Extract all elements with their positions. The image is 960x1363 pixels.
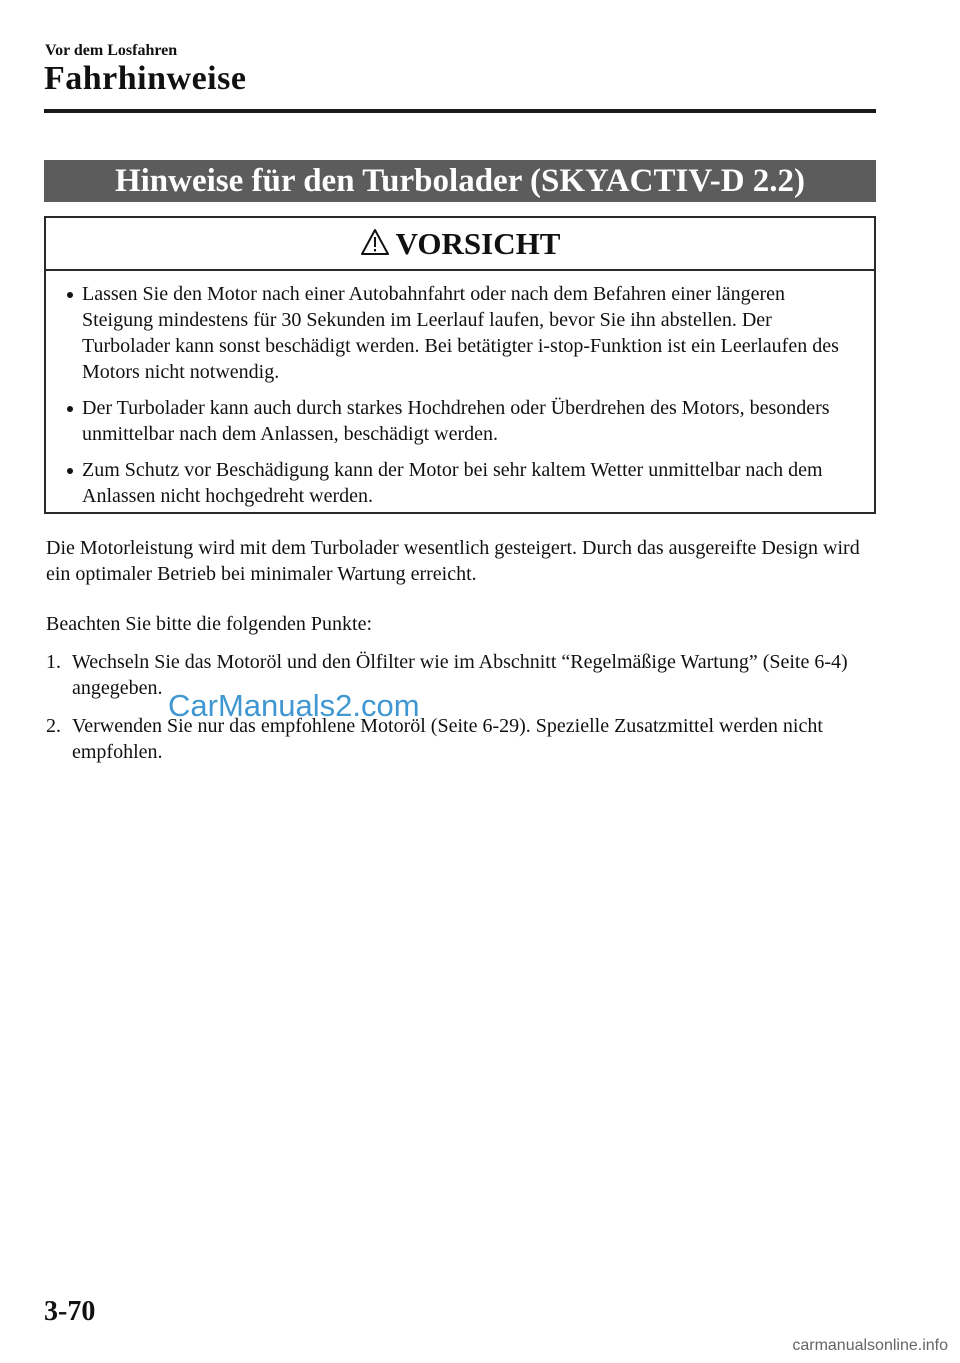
caution-item: Lassen Sie den Motor nach einer Autobahnfahrt oder nach dem Befahren einer längeren Steigung mindestens für 30 Sekunden im Leerlauf laufen, bevor Sie ihn abstellen. Der Turbolader kann sonst beschädigt werden. Bei betätigter i-stop-Funktion ist ein Leerlaufen des Motors nicht notwendig. bbox=[82, 281, 850, 385]
caution-item: Zum Schutz vor Beschädigung kann der Motor bei sehr kaltem Wetter unmittelbar nach dem Anlassen nicht hochgedreht werden. bbox=[82, 457, 850, 509]
caution-item: Der Turbolader kann auch durch starkes Hochdrehen oder Überdrehen des Motors, besonders unmittelbar nach dem Anlassen, beschädigt werden. bbox=[82, 395, 850, 447]
page-number: 3-70 bbox=[44, 1296, 96, 1327]
topic-banner bbox=[44, 160, 876, 202]
caution-title: VORSICHT bbox=[395, 225, 561, 261]
footer-site: carmanualsonline.info bbox=[792, 1337, 948, 1354]
warning-triangle-icon bbox=[360, 228, 390, 256]
caution-header bbox=[46, 218, 874, 271]
header-rule bbox=[44, 109, 876, 113]
watermark: CarManuals2.com bbox=[168, 688, 420, 723]
list-item-number: 1. bbox=[46, 651, 61, 673]
list-item-text: Wechseln Sie das Motoröl und den Ölfilter wie im Abschnitt “Regelmäßige Wartung” (Seite 6-4) angegeben. bbox=[72, 651, 848, 699]
topic-banner-title: Hinweise für den Turbolader (SKYACTIV-D 2.2) bbox=[114, 162, 806, 199]
caution-list bbox=[46, 271, 874, 509]
section-title: Fahrhinweise bbox=[44, 60, 247, 97]
list-item-number: 2. bbox=[46, 715, 61, 737]
body-paragraph: Beachten Sie bitte die folgenden Punkte: bbox=[46, 613, 373, 635]
chapter-label: Vor dem Losfahren bbox=[45, 42, 178, 59]
list-item-text: Verwenden Sie nur das empfohlene Motoröl (Seite 6-29). Spezielle Zusatzmittel werden nicht empfohlen. bbox=[72, 715, 823, 763]
caution-box bbox=[44, 216, 876, 514]
body-paragraph: Die Motorleistung wird mit dem Turbolader wesentlich gesteigert. Durch das ausgereifte Design wird ein optimaler Betrieb bei minimaler Wartung erreicht. bbox=[46, 537, 860, 585]
